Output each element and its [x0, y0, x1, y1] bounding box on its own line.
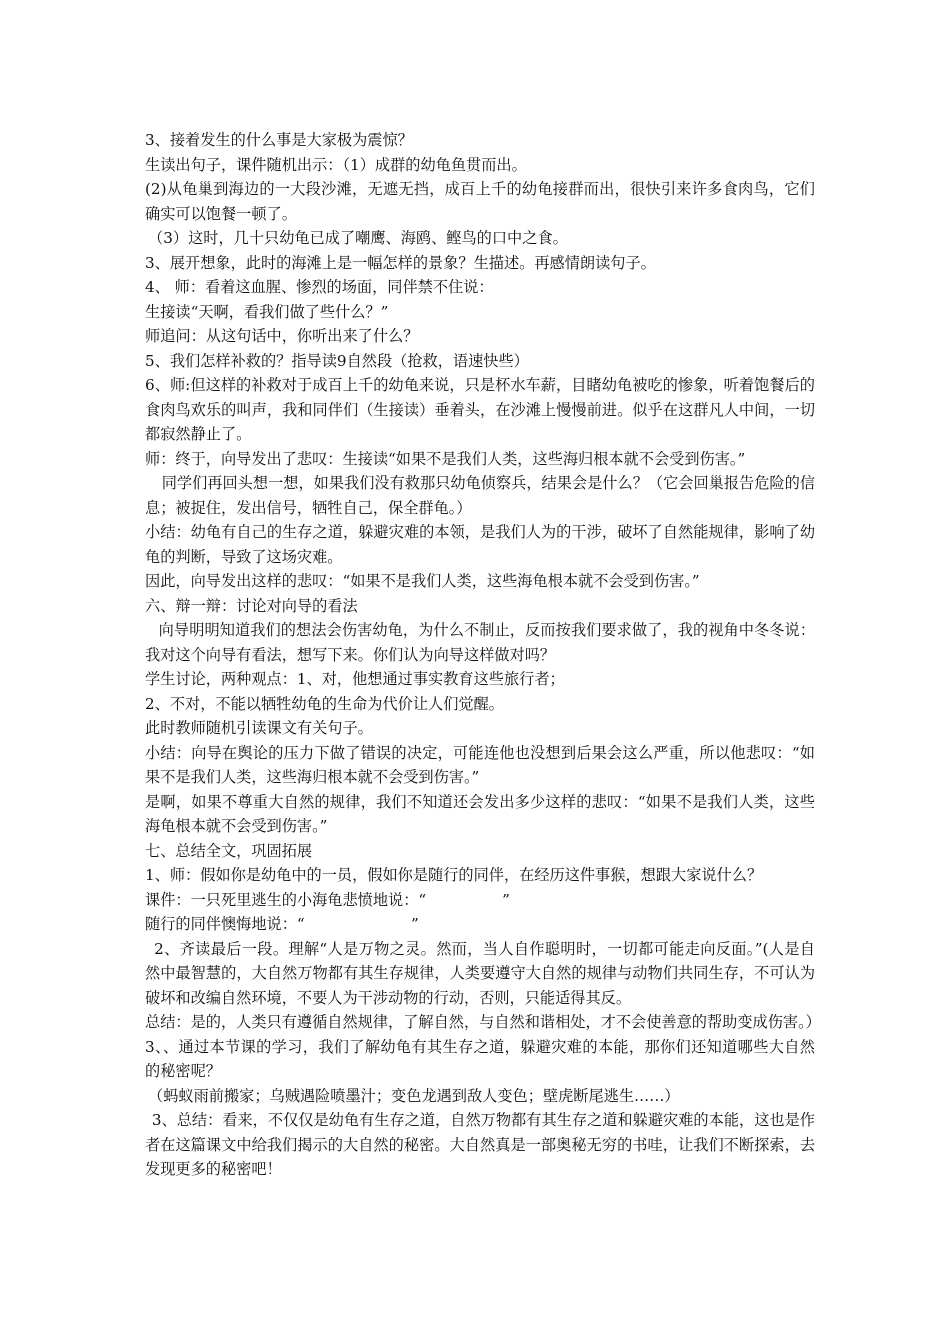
- section-heading: 六、辩一辩：讨论对向导的看法: [145, 596, 358, 615]
- paragraph: 3、展开想象，此时的海滩上是一幅怎样的景象？生描述。再感情朗读句子。: [145, 253, 656, 272]
- paragraph: 小结：向导在舆论的压力下做了错误的决定，可能连他也没想到后果会这么严重，所以他悲叹：“如果不是我们人类，这些海归根本就不会受到伤害。”: [145, 743, 815, 786]
- paragraph: 因此，向导发出这样的悲叹：“如果不是我们人类，这些海龟根本就不会受到伤害。”: [145, 572, 700, 590]
- paragraph: 5、我们怎样补救的？指导读9自然段（抢救，语速快些）: [145, 351, 529, 370]
- paragraph: 2、齐读最后一段。理解“人是万物之灵。然而，当人自作聪明时，一切都可能走向反面。”(人是自然中最智慧的，大自然万物都有其生存规律，人类要遵守大自然的规律与动物们共同生存，不可认为破坏和改编自然环境，不要人为干涉动物的行动，否则，只能适得其反。: [145, 939, 815, 1007]
- paragraph: 3、总结：看来，不仅仅是幼龟有生存之道，自然万物都有其生存之道和躲避灾难的本能，这也是作者在这篇课文中给我们揭示的大自然的秘密。大自然真是一部奥秘无穷的书哇，让我们不断探索，去发现更多的秘密吧！: [145, 1111, 815, 1178]
- paragraph: 同学们再回头想一想，如果我们没有救那只幼龟侦察兵，结果会是什么？（它会回巢报告危险的信息；被捉住，发出信号，牺牲自己，保全群龟。）: [145, 474, 815, 517]
- paragraph: 生读出句子，课件随机出示：（1）成群的幼龟鱼贯而出。: [145, 155, 527, 174]
- paragraph: 师：终于，向导发出了悲叹：生接读“如果不是我们人类，这些海归根本就不会受到伤害。”: [145, 449, 746, 468]
- paragraph: 3、、通过本节课的学习，我们了解幼龟有其生存之道，躲避灾难的本能，那你们还知道哪些大自然的秘密呢？: [145, 1037, 815, 1080]
- paragraph: 4、 师：看着这血腥、惨烈的场面，同伴禁不住说：: [145, 278, 494, 296]
- paragraph: 课件：一只死里逃生的小海龟悲愤地说：“ ”: [145, 890, 510, 909]
- paragraph: 总结：是的，人类只有遵循自然规律，了解自然，与自然和谐相处，才不会使善意的帮助变成伤害。）: [145, 1013, 821, 1031]
- paragraph: 随行的同伴懊悔地说：“ ”: [145, 915, 419, 933]
- section-heading: 七、总结全文，巩固拓展: [145, 841, 313, 860]
- paragraph: (2)从龟巢到海边的一大段沙滩，无遮无挡，成百上千的幼龟接群而出，很快引来许多食肉鸟，它们确实可以饱餐一顿了。: [145, 180, 815, 223]
- paragraph: 2、不对，不能以牺牲幼龟的生命为代价让人们觉醒。: [145, 694, 504, 713]
- paragraph: 学生讨论，两种观点：1、对，他想通过事实教育这些旅行者；: [145, 670, 565, 688]
- paragraph: 是啊，如果不尊重大自然的规律，我们不知道还会发出多少这样的悲叹：“如果不是我们人类，这些海龟根本就不会受到伤害。”: [145, 792, 815, 835]
- paragraph: 6、师:但这样的补救对于成百上千的幼龟来说，只是杯水车薪，目睹幼龟被吃的惨象，听着饱餐后的食肉鸟欢乐的叫声，我和同伴们（生接读）垂着头，在沙滩上慢慢前进。似乎在这群凡人中间，一切都寂然静止了。: [145, 376, 815, 443]
- paragraph: 3、接着发生的什么事是大家极为震惊？: [145, 131, 413, 149]
- paragraph: 师追问：从这句话中，你听出来了什么？: [145, 327, 419, 345]
- paragraph: 小结：幼龟有自己的生存之道，躲避灾难的本领，是我们人为的干涉，破坏了自然能规律，影响了幼龟的判断，导致了这场灾难。: [145, 523, 815, 566]
- document-body: [145, 128, 821, 1182]
- paragraph: （3）这时，几十只幼龟已成了嘲鹰、海鸥、鲣鸟的口中之食。: [148, 229, 568, 247]
- paragraph: 向导明明知道我们的想法会伤害幼龟，为什么不制止，反而按我们要求做了，我的视角中冬冬说：我对这个向导有看法，想写下来。你们认为向导这样做对吗？: [145, 621, 815, 664]
- paragraph: 1、师：假如你是幼龟中的一员，假如你是随行的同伴，在经历这件事猴，想跟大家说什么？: [145, 866, 763, 884]
- paragraph: 生接读“天啊，看我们做了些什么？”: [145, 302, 389, 321]
- paragraph: （蚂蚁雨前搬家；乌贼遇险喷墨汁；变色龙遇到敌人变色；壁虎断尾逃生……）: [148, 1086, 680, 1105]
- paragraph: 此时教师随机引读课文有关句子。: [145, 719, 373, 737]
